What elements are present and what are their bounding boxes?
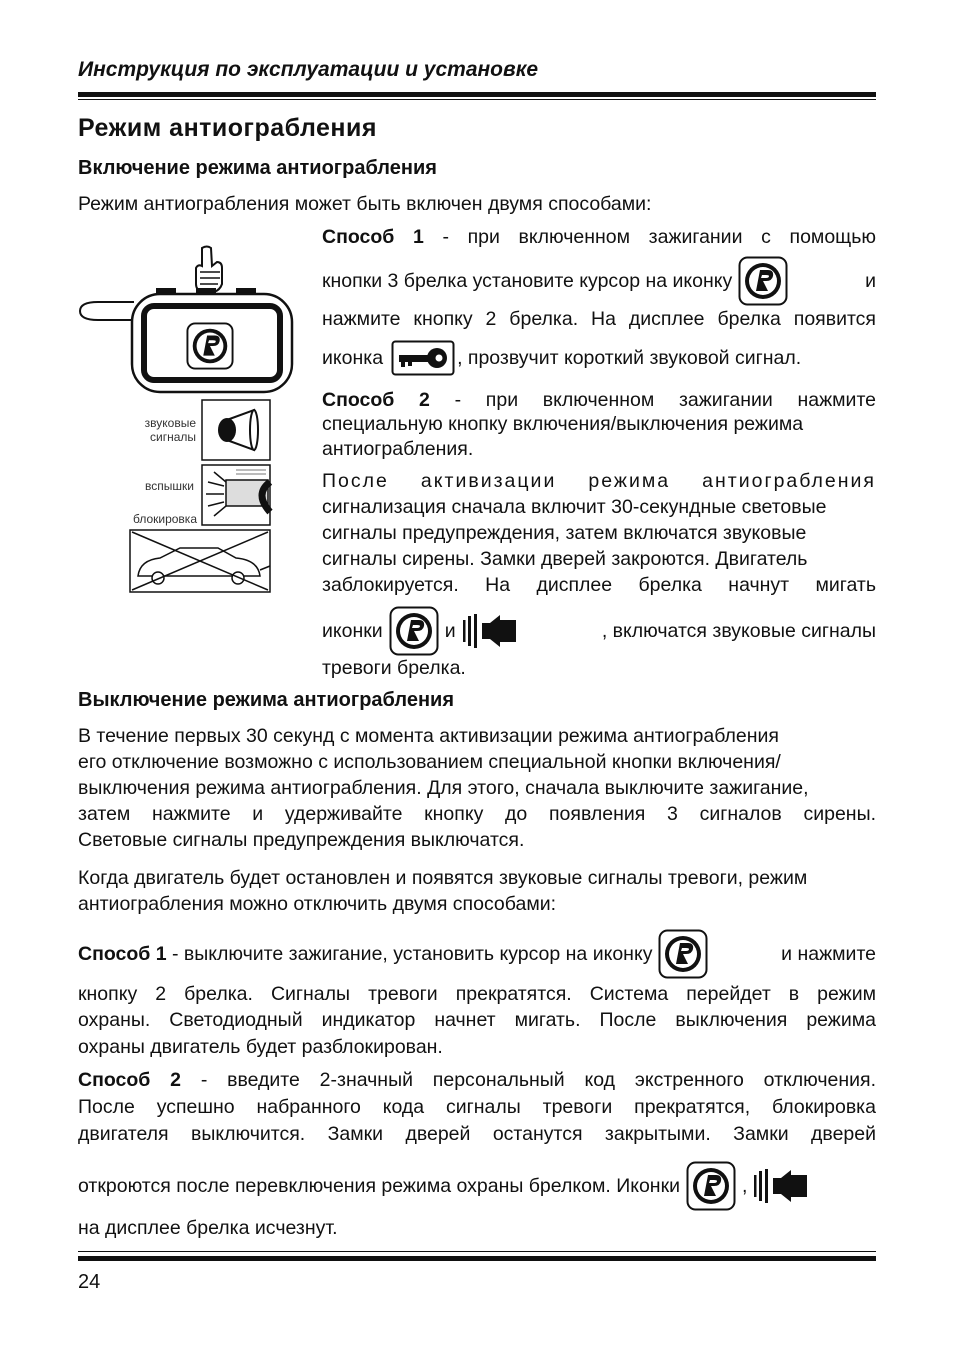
after-line4: сигналы сирены. Замки дверей закроются. Двигатель <box>322 548 808 570</box>
anti-robbery-icon <box>686 1161 736 1211</box>
enable-method1-line4: иконка , прозвучит короткий звуковой сигнал. <box>322 338 801 378</box>
header-rule <box>78 92 876 97</box>
disable-method2-line1: Способ 2 - введите 2-значный персональный код экстренного отключения. <box>78 1069 876 1091</box>
disable-paragraph-2 <box>78 865 876 917</box>
text-line: Световые сигналы предупреждения выключатся. <box>78 829 525 851</box>
label-sound-signals: звуковые сигналы <box>144 416 196 444</box>
fob-figure <box>76 244 306 596</box>
enable-method1-line1: Способ 1 - при включенном зажигании с помощью <box>322 226 876 248</box>
enable-method2-line2: специальную кнопку включения/выключения режима <box>322 413 804 435</box>
after-line5: заблокируется. На дисплее брелка начнут мигать <box>322 574 876 596</box>
after-line1: После активизации режима антиограбления <box>322 470 876 492</box>
disable-method1-line2: кнопку 2 брелка. Сигналы тревоги прекратятся. Система перейдет в режим <box>78 983 876 1005</box>
disable-method1-line3: охраны. Светодиодный индикатор начнет мигать. После выключения режима <box>78 1009 876 1031</box>
hand-pointer-icon <box>196 247 222 293</box>
text-line: Когда двигатель будет остановлен и появятся звуковые сигналы тревоги, режим <box>78 867 808 889</box>
enable-intro: Режим антиограбления может быть включен двумя способами: <box>78 193 652 215</box>
siren-icon <box>462 611 518 651</box>
text-line: В течение первых 30 секунд с момента активизации режима антиограбления <box>78 725 779 747</box>
text-line: его отключение возможно с использованием специальной кнопки включения/ <box>78 751 781 773</box>
label-flashes: вспышки <box>145 479 194 493</box>
page-number: 24 <box>78 1271 101 1293</box>
disable-heading: Выключение режима антиограбления <box>78 689 454 711</box>
after-line6: иконки и , включатся звуковые сигналы <box>322 604 876 658</box>
text-line: затем нажмите и удерживайте кнопку до появления 3 сигналов сирены. <box>78 803 876 825</box>
enable-method2-line3: антиограбления. <box>322 438 474 460</box>
text-line: антиограбления можно отключить двумя способами: <box>78 893 557 915</box>
disable-method2-line3: двигателя выключится. Замки дверей останутся закрытыми. Замки дверей <box>78 1123 876 1145</box>
after-line7: тревоги брелка. <box>322 657 466 679</box>
footer-rule-thin <box>78 1251 876 1252</box>
after-line3: сигналы предупреждения, затем включатся звуковые <box>322 522 807 544</box>
disable-method1-line4: охраны двигатель будет разблокирован. <box>78 1036 443 1058</box>
disable-method2-line2: После успешно набранного кода сигналы тревоги прекратятся, блокировка <box>78 1096 876 1118</box>
flash-lights-icon <box>202 465 270 525</box>
blocked-car-icon <box>130 530 270 592</box>
horn-icon <box>202 400 270 460</box>
after-line2: сигнализация сначала включит 30-секундные световые <box>322 496 827 518</box>
enable-method1-line2: кнопки 3 брелка установите курсор на иконку и <box>322 254 876 308</box>
siren-icon <box>753 1166 809 1206</box>
document-header-title: Инструкция по эксплуатации и установке <box>78 58 539 81</box>
footer-rule <box>78 1256 876 1261</box>
key-icon <box>391 340 455 376</box>
header-rule-thin <box>78 99 876 100</box>
disable-method1-line1: Способ 1 - выключите зажигание, установить курсор на иконку и нажмите <box>78 926 876 982</box>
anti-robbery-icon <box>658 929 708 979</box>
disable-method2-line4: откроются после перевключения режима охраны брелком. Иконки , <box>78 1158 815 1214</box>
disable-method2-line5: на дисплее брелка исчезнут. <box>78 1217 338 1239</box>
label-blocking: блокировка <box>132 512 197 526</box>
anti-robbery-icon <box>738 256 788 306</box>
enable-method2-line1: Способ 2 - при включенном зажигании нажмите <box>322 389 876 411</box>
section-title: Режим антиограбления <box>78 114 377 142</box>
enable-method1-line3: нажмите кнопку 2 брелка. На дисплее брелка появится <box>322 308 876 330</box>
text-line: выключения режима антиограбления. Для этого, сначала выключите зажигание, <box>78 777 809 799</box>
disable-paragraph-1 <box>78 723 876 853</box>
enable-heading: Включение режима антиограбления <box>78 157 437 179</box>
anti-robbery-icon <box>389 606 439 656</box>
